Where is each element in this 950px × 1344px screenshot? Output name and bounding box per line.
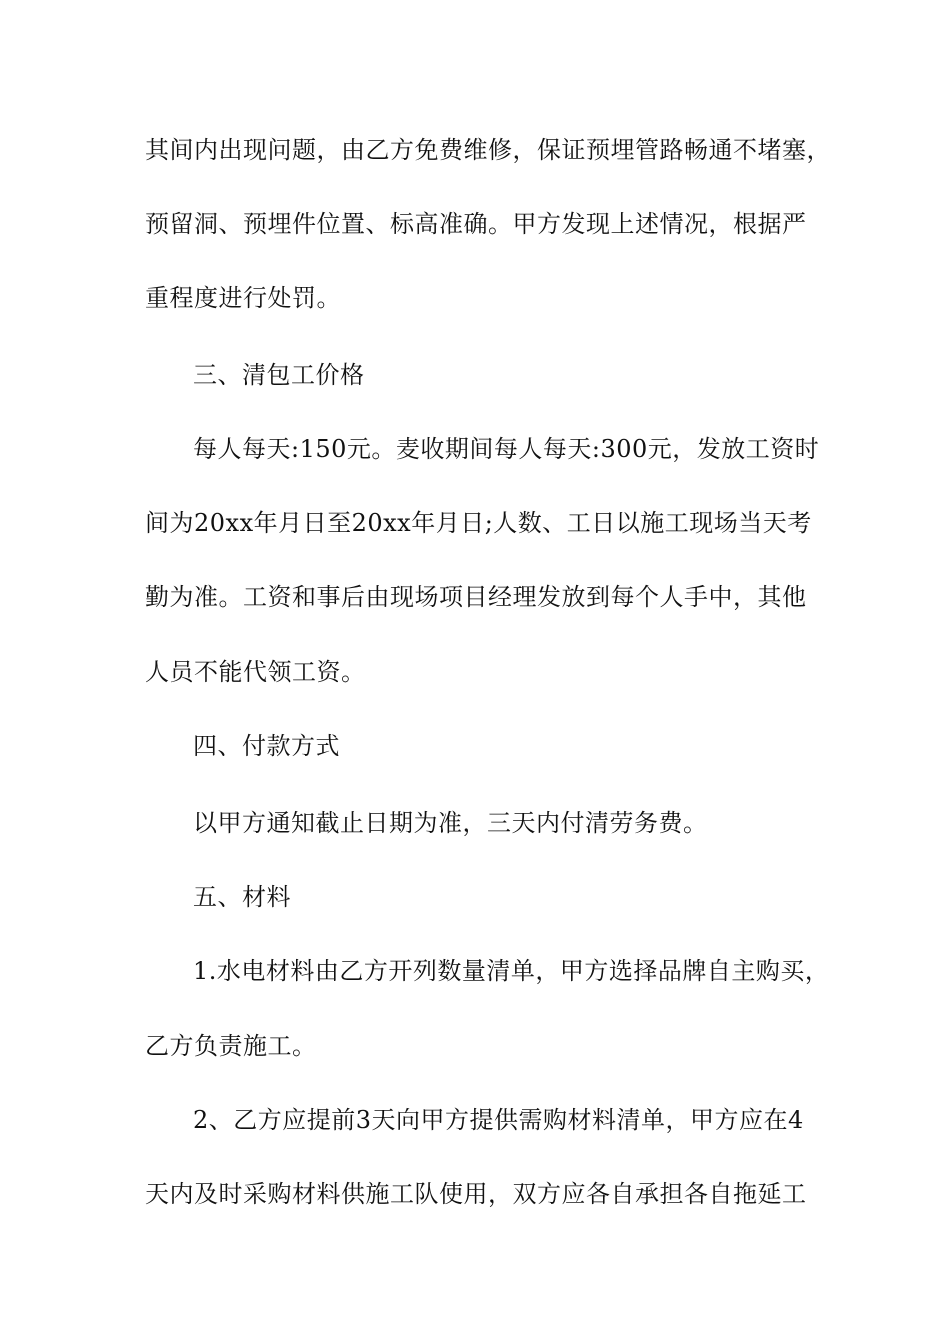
section-heading: 四、付款方式 (193, 732, 340, 760)
paragraph-line: 间为20xx年月日至20xx年月日;人数、工日以施工现场当天考 (145, 509, 812, 537)
paragraph-line: 每人每天:150元。麦收期间每人每天:300元，发放工资时 (193, 435, 820, 463)
section-heading: 三、清包工价格 (193, 361, 365, 389)
section-heading: 五、材料 (193, 883, 291, 911)
paragraph-line: 其间内出现问题，由乙方免费维修，保证预埋管路畅通不堵塞， (145, 136, 831, 164)
paragraph-line: 以甲方通知截止日期为准，三天内付清劳务费。 (193, 809, 708, 837)
paragraph-line: 天内及时采购材料供施工队使用，双方应各自承担各自拖延工 (145, 1180, 807, 1208)
paragraph-line: 人员不能代领工资。 (145, 658, 366, 686)
paragraph-line: 勤为准。工资和事后由现场项目经理发放到每个人手中，其他 (145, 583, 807, 611)
paragraph-line: 预留洞、预埋件位置、标高准确。甲方发现上述情况，根据严 (145, 210, 807, 238)
paragraph-line: 1.水电材料由乙方开列数量清单，甲方选择品牌自主购买， (193, 957, 830, 985)
paragraph-line: 乙方负责施工。 (145, 1032, 317, 1060)
paragraph-line: 2、乙方应提前3天向甲方提供需购材料清单，甲方应在4 (193, 1106, 804, 1134)
paragraph-line: 重程度进行处罚。 (145, 284, 341, 312)
